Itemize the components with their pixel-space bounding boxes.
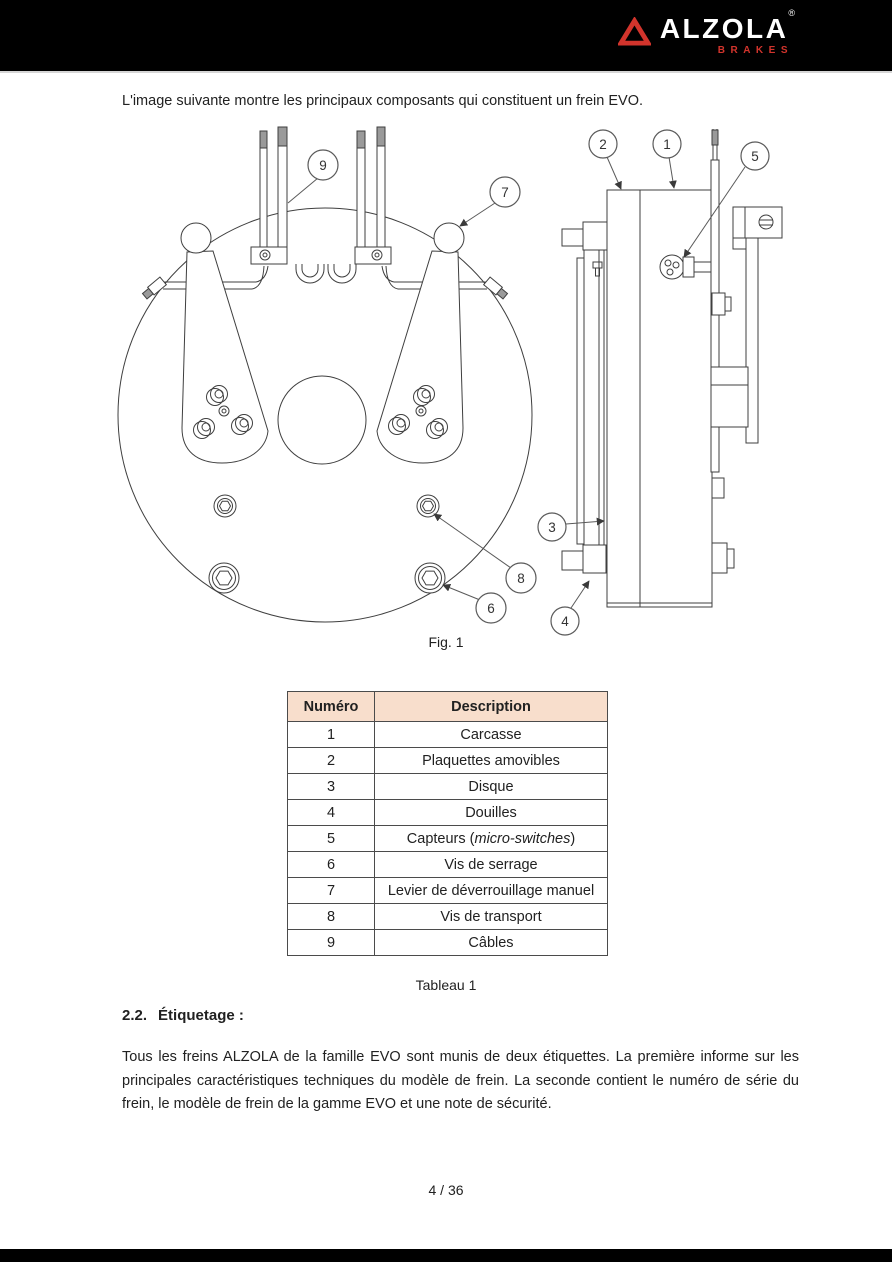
- body-paragraph: Tous les freins ALZOLA de la famille EVO sont munis de deux étiquettes. La première informe sur les principales caractéristiques techniques du modèle de frein. La seconde contient le numéro de série du frein, le modèle de frein de la gamme EVO et une note de sécurité.: [122, 1049, 799, 1112]
- svg-text:1: 1: [663, 137, 671, 152]
- svg-text:5: 5: [751, 149, 759, 164]
- part-description-cell: Carcasse: [375, 722, 608, 748]
- callout-1: [653, 130, 681, 188]
- table-row: [288, 722, 608, 748]
- svg-text:9: 9: [319, 158, 327, 173]
- part-description-cell: Capteurs (micro-switches): [375, 826, 608, 852]
- svg-text:3: 3: [548, 520, 556, 535]
- part-description-cell: Levier de déverrouillage manuel: [375, 878, 608, 904]
- edge-screw-left: [142, 277, 167, 300]
- part-number-cell: 9: [288, 930, 375, 956]
- table-row: [288, 748, 608, 774]
- footer-bar: [0, 1249, 892, 1262]
- section-heading: [122, 1007, 244, 1024]
- part-number-cell: 5: [288, 826, 375, 852]
- brand-name: ALZOLA: [659, 13, 789, 44]
- svg-text:2: 2: [599, 137, 607, 152]
- column-header-description: Description: [375, 692, 608, 722]
- front-view: [118, 127, 532, 622]
- table-caption: Tableau 1: [415, 977, 477, 993]
- side-view: [562, 129, 782, 607]
- table-row: [288, 930, 608, 956]
- callout-4: [551, 581, 589, 635]
- table-row: [288, 800, 608, 826]
- part-number-cell: 4: [288, 800, 375, 826]
- svg-text:7: 7: [501, 185, 509, 200]
- section-number: 2.2.: [122, 1007, 148, 1024]
- part-description-cell: Câbles: [375, 930, 608, 956]
- callout-9: [288, 150, 338, 203]
- table-row: [288, 904, 608, 930]
- part-number-cell: 6: [288, 852, 375, 878]
- page-number: 4 / 36: [428, 1182, 464, 1198]
- part-number-cell: 7: [288, 878, 375, 904]
- column-header-numero: Numéro: [288, 692, 375, 722]
- part-description-cell: Plaquettes amovibles: [375, 748, 608, 774]
- part-description-cell: Vis de serrage: [375, 852, 608, 878]
- logo-wordmark: [659, 8, 795, 56]
- part-description-cell: Disque: [375, 774, 608, 800]
- svg-text:4: 4: [561, 614, 569, 629]
- parts-table: [287, 691, 608, 956]
- part-description-cell: Douilles: [375, 800, 608, 826]
- svg-text:6: 6: [487, 601, 495, 616]
- alzola-triangle-icon: [618, 17, 651, 47]
- part-number-cell: 2: [288, 748, 375, 774]
- svg-text:8: 8: [517, 571, 525, 586]
- brand-subtitle: BRAKES: [717, 45, 793, 56]
- table-row: [288, 852, 608, 878]
- table-row: [288, 878, 608, 904]
- alzola-logo: [618, 8, 795, 56]
- registered-mark-icon: ®: [788, 8, 795, 18]
- table-header-row: [288, 692, 608, 722]
- table-row: [288, 826, 608, 852]
- callout-6: [443, 585, 506, 623]
- part-description-cell: Vis de transport: [375, 904, 608, 930]
- callout-8: [434, 514, 536, 593]
- part-number-cell: 1: [288, 722, 375, 748]
- callout-2: [589, 130, 621, 189]
- table-row: [288, 774, 608, 800]
- header-bar: [0, 0, 892, 73]
- callout-7: [460, 177, 520, 226]
- edge-screw-right: [484, 277, 509, 300]
- part-number-cell: 3: [288, 774, 375, 800]
- figure-caption: Fig. 1: [428, 634, 464, 650]
- intro-text: L'image suivante montre les principaux composants qui constituent un frein EVO.: [122, 93, 644, 109]
- part-number-cell: 8: [288, 904, 375, 930]
- technical-drawing: [0, 115, 892, 665]
- section-title: Étiquetage :: [158, 1007, 244, 1024]
